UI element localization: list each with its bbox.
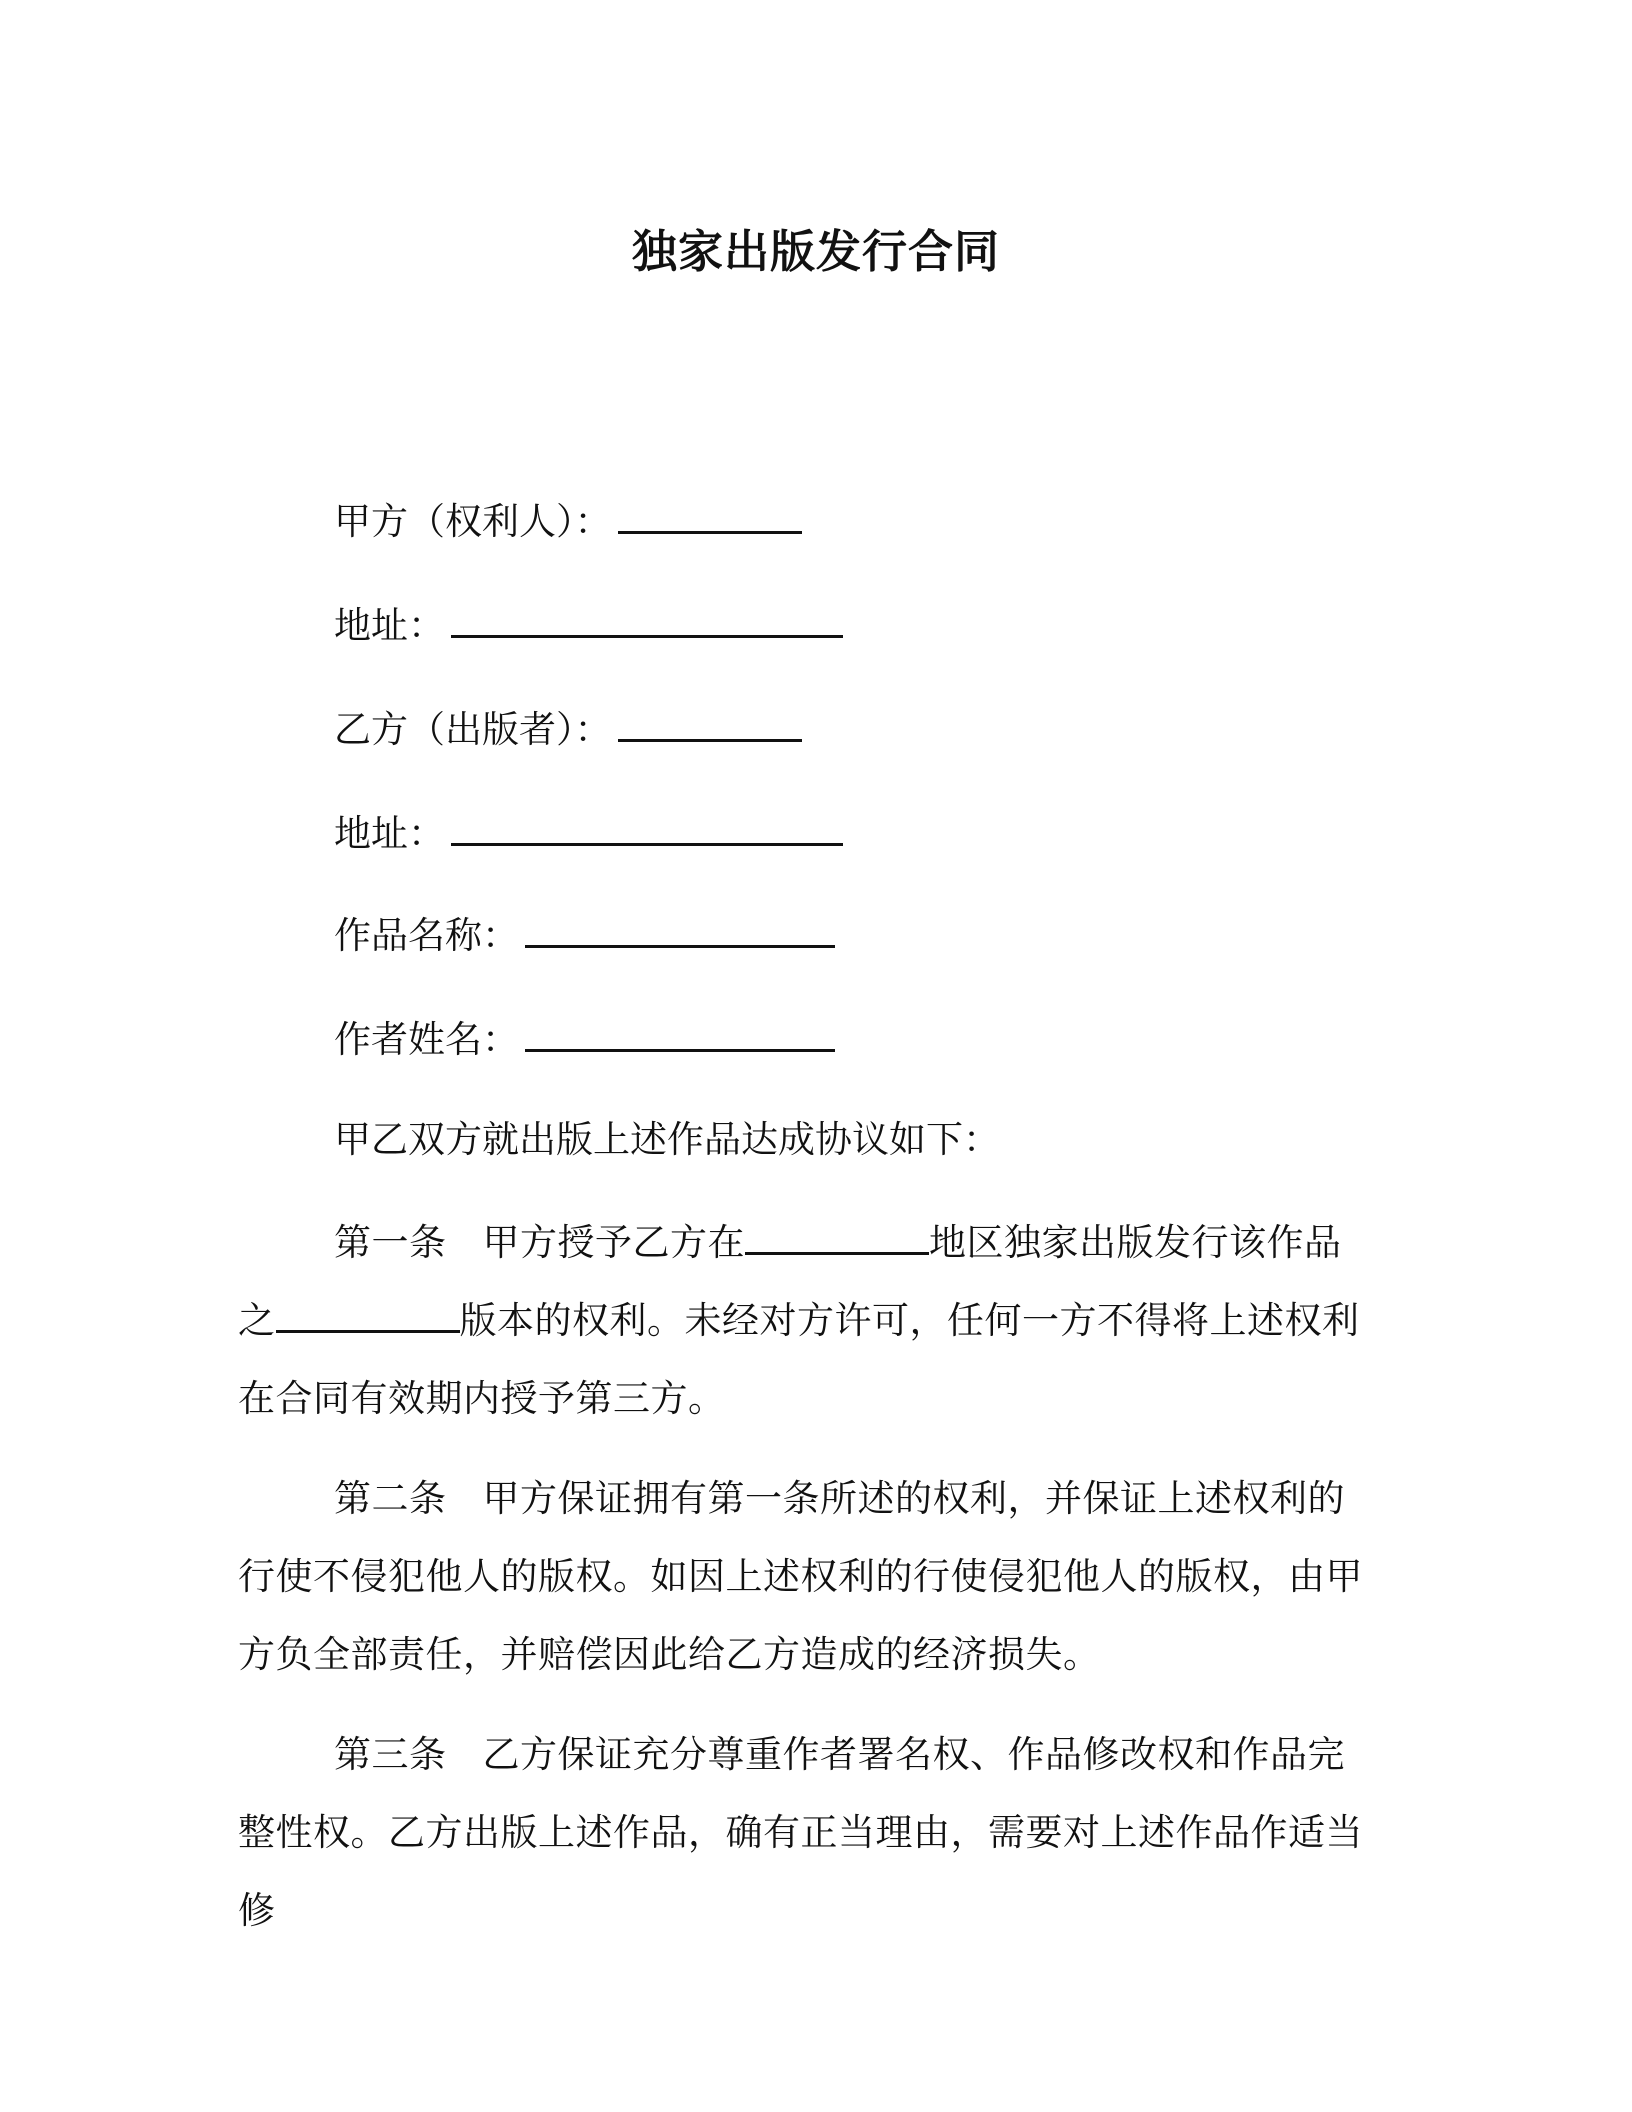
author-name-label: 作者姓名： bbox=[334, 1018, 519, 1061]
party-b-label: 乙方（出版者）： bbox=[334, 708, 612, 751]
article-2-text: 甲方保证拥有第一条所述的权利，并保证上述权利的行使不侵犯他人的版权。如因上述权利的行使侵犯他人的版权，由甲方负全部责任，并赔偿因此给乙方造成的经济损失。 bbox=[238, 1477, 1363, 1676]
article-1 bbox=[238, 1204, 1378, 1438]
party-b-field bbox=[334, 705, 802, 755]
document-title: 独家出版发行合同 bbox=[631, 225, 1000, 278]
article-1-edition-blank[interactable] bbox=[276, 1296, 460, 1333]
author-name-field bbox=[334, 1015, 835, 1065]
party-a-label: 甲方（权利人）： bbox=[334, 500, 612, 543]
work-title-blank[interactable] bbox=[525, 911, 835, 948]
party-a-field bbox=[334, 497, 802, 547]
agreement-intro: 甲乙双方就出版上述作品达成协议如下： bbox=[334, 1118, 1000, 1161]
party-b-address-label: 地址： bbox=[334, 812, 445, 855]
article-3-heading: 第三条 bbox=[334, 1733, 447, 1776]
article-1-text-part1: 甲方授予乙方在 bbox=[482, 1221, 745, 1264]
article-3-text: 乙方保证充分尊重作者署名权、作品修改权和作品完整性权。乙方出版上述作品，确有正当理由，需要对上述作品作适当修 bbox=[238, 1733, 1363, 1932]
party-a-address-blank[interactable] bbox=[451, 601, 843, 638]
party-b-address-field bbox=[334, 809, 843, 859]
author-name-blank[interactable] bbox=[525, 1015, 835, 1052]
article-3 bbox=[238, 1716, 1378, 1950]
article-2 bbox=[238, 1460, 1378, 1694]
work-title-label: 作品名称： bbox=[334, 914, 519, 957]
party-a-address-label: 地址： bbox=[334, 604, 445, 647]
article-1-region-blank[interactable] bbox=[745, 1218, 929, 1255]
article-1-text-part3: 版本的权利。未经对方许可，任何一方不得将上述权利在合同有效期内授予第三方。 bbox=[238, 1299, 1360, 1420]
party-b-blank[interactable] bbox=[618, 705, 802, 742]
party-a-blank[interactable] bbox=[618, 497, 802, 534]
party-b-address-blank[interactable] bbox=[451, 809, 843, 846]
article-2-heading: 第二条 bbox=[334, 1477, 447, 1520]
article-1-heading: 第一条 bbox=[334, 1221, 447, 1264]
article-1-text-part2: 地区独家出版发行该作品之 bbox=[238, 1221, 1342, 1342]
work-title-field bbox=[334, 911, 835, 961]
party-a-address-field bbox=[334, 601, 843, 651]
